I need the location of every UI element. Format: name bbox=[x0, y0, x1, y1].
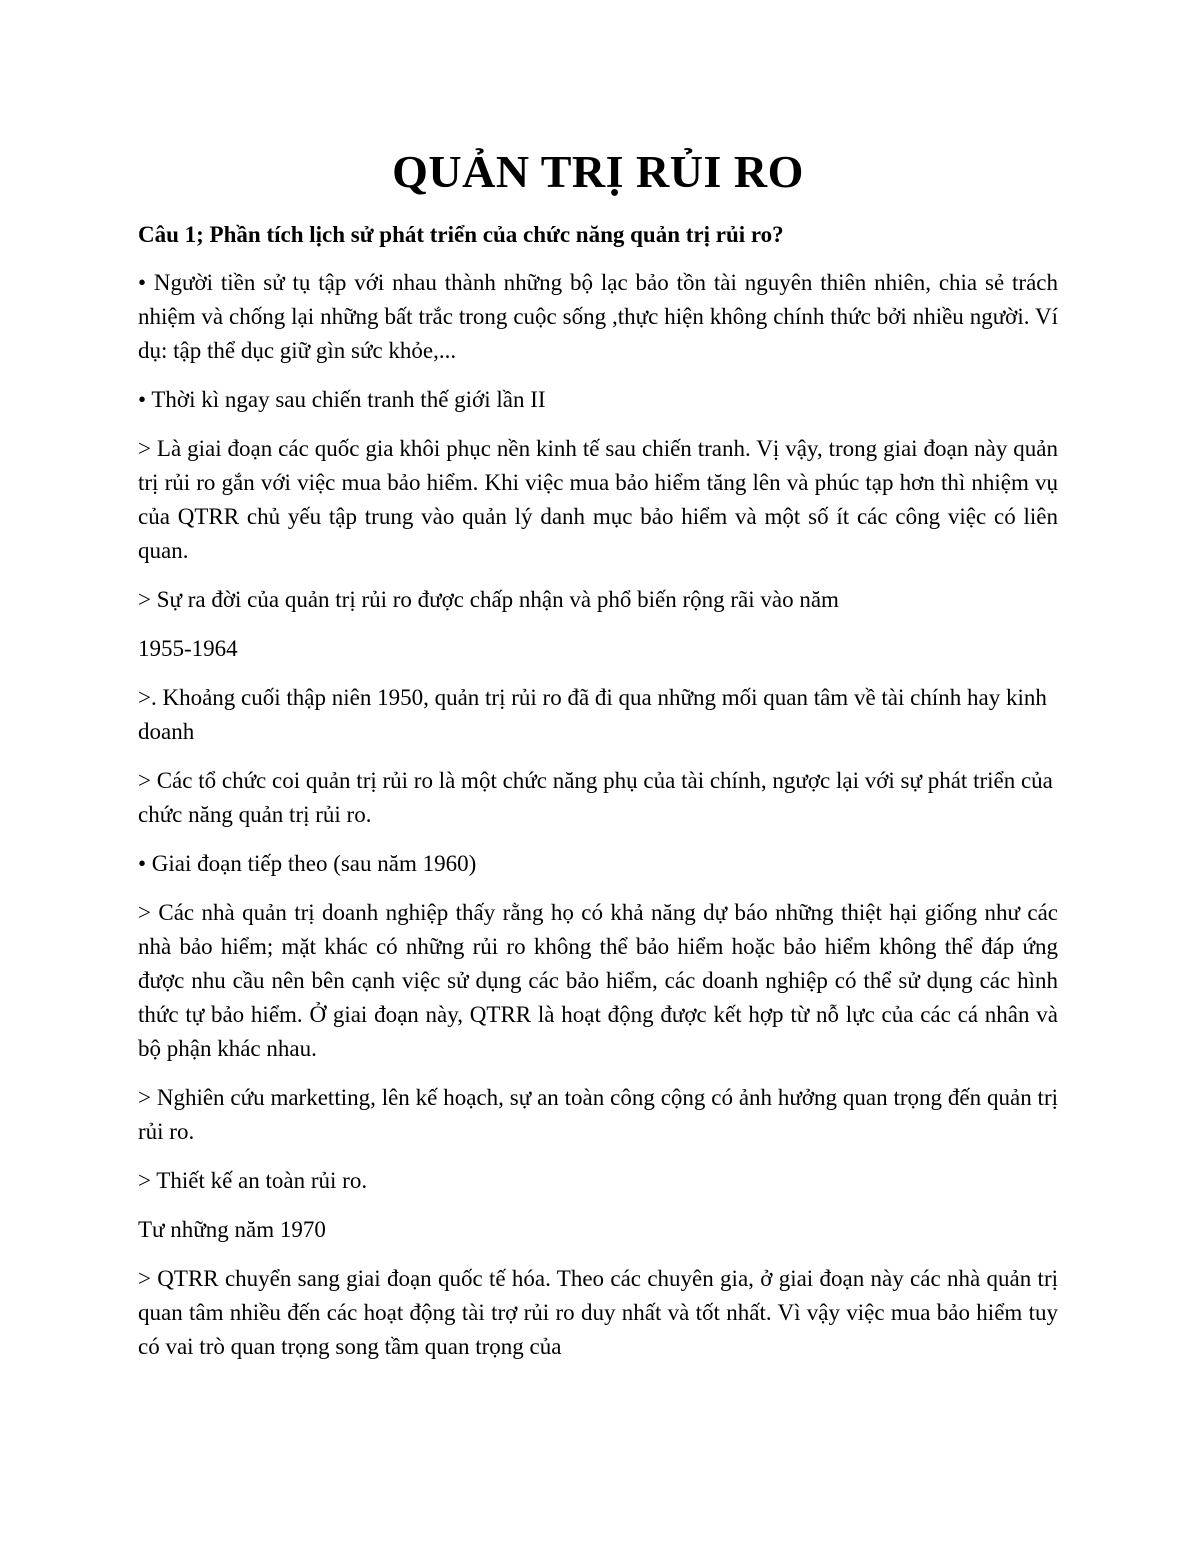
paragraph-late-1950s: >. Khoảng cuối thập niên 1950, quản trị rủi ro đã đi qua những mối quan tâm về tài chính hay kinh doanh bbox=[138, 685, 1047, 744]
paragraph-safety-design: > Thiết kế an toàn rủi ro. bbox=[138, 1168, 368, 1193]
document-title: QUẢN TRỊ RỦI RO bbox=[392, 146, 804, 197]
paragraph-year-range: 1955-1964 bbox=[138, 636, 238, 661]
paragraph-marketing: > Nghiên cứu marketting, lên kế hoạch, sự an toàn công cộng có ảnh hưởng quan trọng đến quản trị rủi ro. bbox=[138, 1085, 1058, 1144]
paragraph-acceptance: > Sự ra đời của quản trị rủi ro được chấp nhận và phổ biến rộng rãi vào năm bbox=[138, 587, 839, 612]
paragraph-finance-function: > Các tổ chức coi quản trị rủi ro là một chức năng phụ của tài chính, ngược lại với sự phát triển của chức năng quản trị rủi ro. bbox=[138, 768, 1053, 827]
paragraph-prehistoric: • Người tiền sử tụ tập với nhau thành những bộ lạc bảo tồn tài nguyên thiên nhiên, chia sẻ trách nhiệm và chống lại những bất trắc trong cuộc sống ,thực hiện không chính thức bởi nhiều người. Ví dụ: tập thể dục giữ gìn sức khỏe,... bbox=[138, 270, 1058, 363]
paragraph-postwar-recovery: > Là giai đoạn các quốc gia khôi phục nền kinh tế sau chiến tranh. Vị vậy, trong giai đoạn này quản trị rủi ro gắn với việc mua bảo hiểm. Khi việc mua bảo hiểm tăng lên và phúc tạp hơn thì nhiệm vụ của QTRR chủ yếu tập trung vào quản lý danh mục bảo hiểm và một số ít các công việc có liên quan. bbox=[138, 436, 1058, 563]
paragraph-postwar-heading: • Thời kì ngay sau chiến tranh thế giới lần II bbox=[138, 387, 546, 412]
question-heading: Câu 1; Phần tích lịch sử phát triển của chức năng quản trị rủi ro? bbox=[138, 222, 784, 247]
paragraph-after-1960-heading: • Giai đoạn tiếp theo (sau năm 1960) bbox=[138, 851, 477, 876]
paragraph-internationalization: > QTRR chuyển sang giai đoạn quốc tế hóa. Theo các chuyên gia, ở giai đoạn này các nhà quản trị quan tâm nhiều đến các hoạt động tài trợ rủi ro duy nhất và tốt nhất. Vì vậy việc mua bảo hiểm tuy có vai trò quan trọng song tầm quan trọng của bbox=[138, 1266, 1058, 1359]
document-page bbox=[138, 140, 1058, 1379]
paragraph-1970s-heading: Tư những năm 1970 bbox=[138, 1217, 326, 1242]
paragraph-self-insurance: > Các nhà quản trị doanh nghiệp thấy rằng họ có khả năng dự báo những thiệt hại giống như các nhà bảo hiểm; mặt khác có những rủi ro không thể bảo hiểm hoặc bảo hiểm không thể đáp ứng được nhu cầu nên bên cạnh việc sử dụng các bảo hiểm, các doanh nghiệp có thể sử dụng các hình thức tự bảo hiểm. Ở giai đoạn này, QTRR là hoạt động được kết hợp từ nỗ lực của các cá nhân và bộ phận khác nhau. bbox=[138, 900, 1058, 1061]
